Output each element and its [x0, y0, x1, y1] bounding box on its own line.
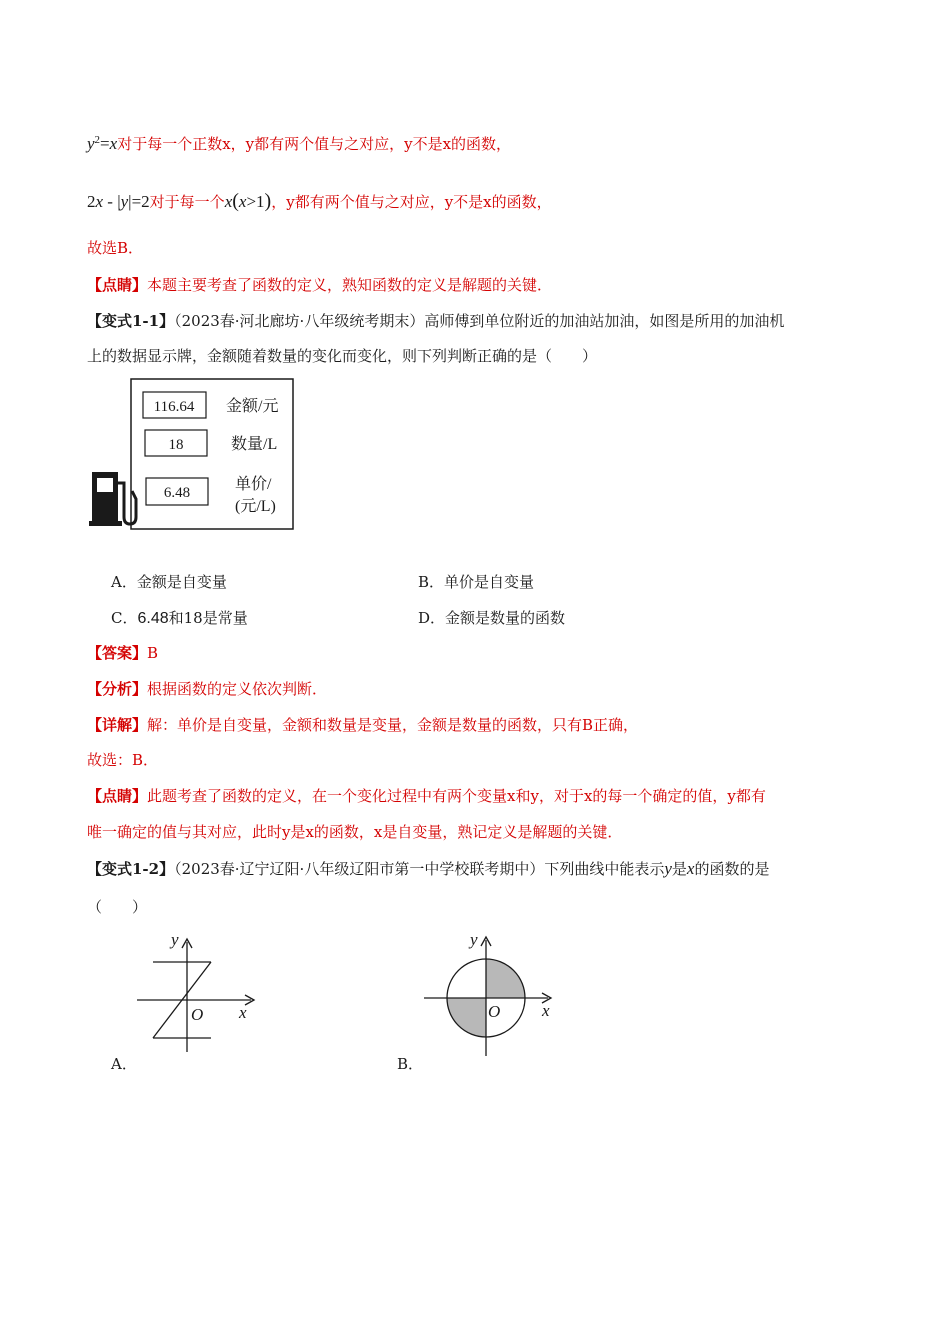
solution-text-1: 对于每一个正数x，y都有两个值与之对应，y不是x的函数，: [117, 135, 512, 153]
fuel-pump-figure: [88, 377, 298, 532]
solution-line-1: [87, 130, 511, 154]
question-text: 下列曲线中能表示: [544, 860, 665, 878]
price-label-2: (元/L): [235, 498, 276, 515]
y-axis-label: y: [470, 930, 478, 949]
comment-text: 此题考查了函数的定义，在一个变化过程中有两个变量x和y，对于x的每一个确定的值，y都有: [147, 787, 766, 805]
comment-tag: 【点睛】: [87, 276, 148, 294]
detail-line: [87, 715, 638, 735]
math-abs-open: |: [117, 192, 121, 211]
price-label-1: 单价/: [235, 476, 272, 493]
x-axis-label: x: [542, 1001, 550, 1020]
fuel-pump-icon: [89, 472, 136, 526]
solution-text-2b: ，y都有两个值与之对应，y不是x的函数，: [271, 193, 552, 211]
question-text: 高师傅到单位附近的加油站加油，如图是所用的加油机: [424, 312, 785, 330]
amount-value: 116.64: [153, 399, 195, 415]
math-coef: 2: [87, 192, 96, 211]
comment-1: [87, 275, 552, 295]
choose-line: 故选B．: [87, 239, 144, 257]
question-source: （2023春·河北廊坊·八年级统考期末）: [174, 312, 425, 330]
math-paren-open: (: [232, 190, 239, 212]
var-y: y: [664, 859, 672, 878]
solution-line-2: [87, 191, 552, 212]
comment-2-line-1: [87, 786, 766, 806]
option-c-number: 6.48: [137, 610, 169, 627]
math-paren-close: ): [264, 190, 272, 212]
origin-label: O: [488, 1002, 501, 1021]
amount-label: 金额/元: [226, 398, 279, 415]
question-tag: 【变式1-2】: [87, 860, 175, 878]
math-greater-one: >1: [246, 192, 265, 211]
math-equals-two: =2: [131, 192, 150, 211]
comment-text: 本题主要考查了函数的定义，熟知函数的定义是解题的关键．: [147, 276, 553, 294]
option-c[interactable]: [111, 608, 248, 629]
question-text: 的函数的是: [694, 860, 770, 878]
graph-b-label[interactable]: B．: [397, 1055, 424, 1073]
comment-tag: 【点睛】: [87, 787, 148, 805]
math-y: y: [87, 134, 95, 153]
question-1-2-paren: （ ）: [87, 898, 148, 916]
x-axis-label: x: [239, 1003, 247, 1022]
var-x: x: [686, 859, 695, 878]
math-y: y: [120, 192, 129, 211]
math-equals: =: [100, 134, 110, 153]
detail-text: 解：单价是自变量，金额和数量是变量，金额是数量的函数，只有B正确，: [147, 716, 639, 734]
question-1-1-line-1: [87, 311, 784, 331]
question-1-1-line-2: 上的数据显示牌，金额随着数量的变化而变化，则下列判断正确的是（ ）: [87, 347, 598, 365]
math-exponent: 2: [94, 134, 101, 146]
graph-a-label[interactable]: A．: [111, 1055, 137, 1073]
option-c-prefix: C．: [111, 609, 138, 627]
graph-a[interactable]: [133, 930, 263, 1060]
solution-text-2a: 对于每一个: [149, 193, 225, 211]
math-abs-close: |: [128, 192, 132, 211]
analysis-text: 根据函数的定义依次判断．: [147, 680, 328, 698]
question-text: 是: [671, 860, 687, 878]
answer-text: B: [147, 644, 159, 662]
math-x: x: [109, 134, 118, 153]
option-b[interactable]: B．单价是自变量: [418, 573, 535, 591]
detail-tag: 【详解】: [87, 716, 148, 734]
graph-b[interactable]: [420, 928, 560, 1060]
option-a[interactable]: A．金额是自变量: [111, 573, 227, 591]
question-source: （2023春·辽宁辽阳·八年级辽阳市第一中学校联考期中）: [174, 860, 545, 878]
analysis-tag: 【分析】: [87, 680, 148, 698]
question-1-2-line-1: [87, 859, 769, 879]
choose-line-2: 故选：B．: [87, 751, 159, 769]
math-x: x: [224, 192, 233, 211]
math-x: x: [95, 192, 104, 211]
origin-label: O: [191, 1005, 204, 1024]
answer-line: [87, 643, 158, 663]
math-x: x: [238, 192, 247, 211]
y-axis-label: y: [171, 930, 179, 949]
comment-2-line-2: 唯一确定的值与其对应，此时y是x的函数，x是自变量，熟记定义是解题的关键．: [87, 823, 623, 841]
answer-tag: 【答案】: [87, 644, 148, 662]
quantity-label: 数量/L: [231, 436, 278, 453]
option-d[interactable]: D．金额是数量的函数: [418, 609, 566, 627]
question-tag: 【变式1-1】: [87, 312, 175, 330]
math-minus: -: [103, 192, 118, 211]
option-c-text: 和18是常量: [168, 609, 248, 627]
quantity-value: 18: [168, 437, 184, 453]
price-value: 6.48: [163, 485, 191, 501]
analysis-line: [87, 679, 327, 699]
